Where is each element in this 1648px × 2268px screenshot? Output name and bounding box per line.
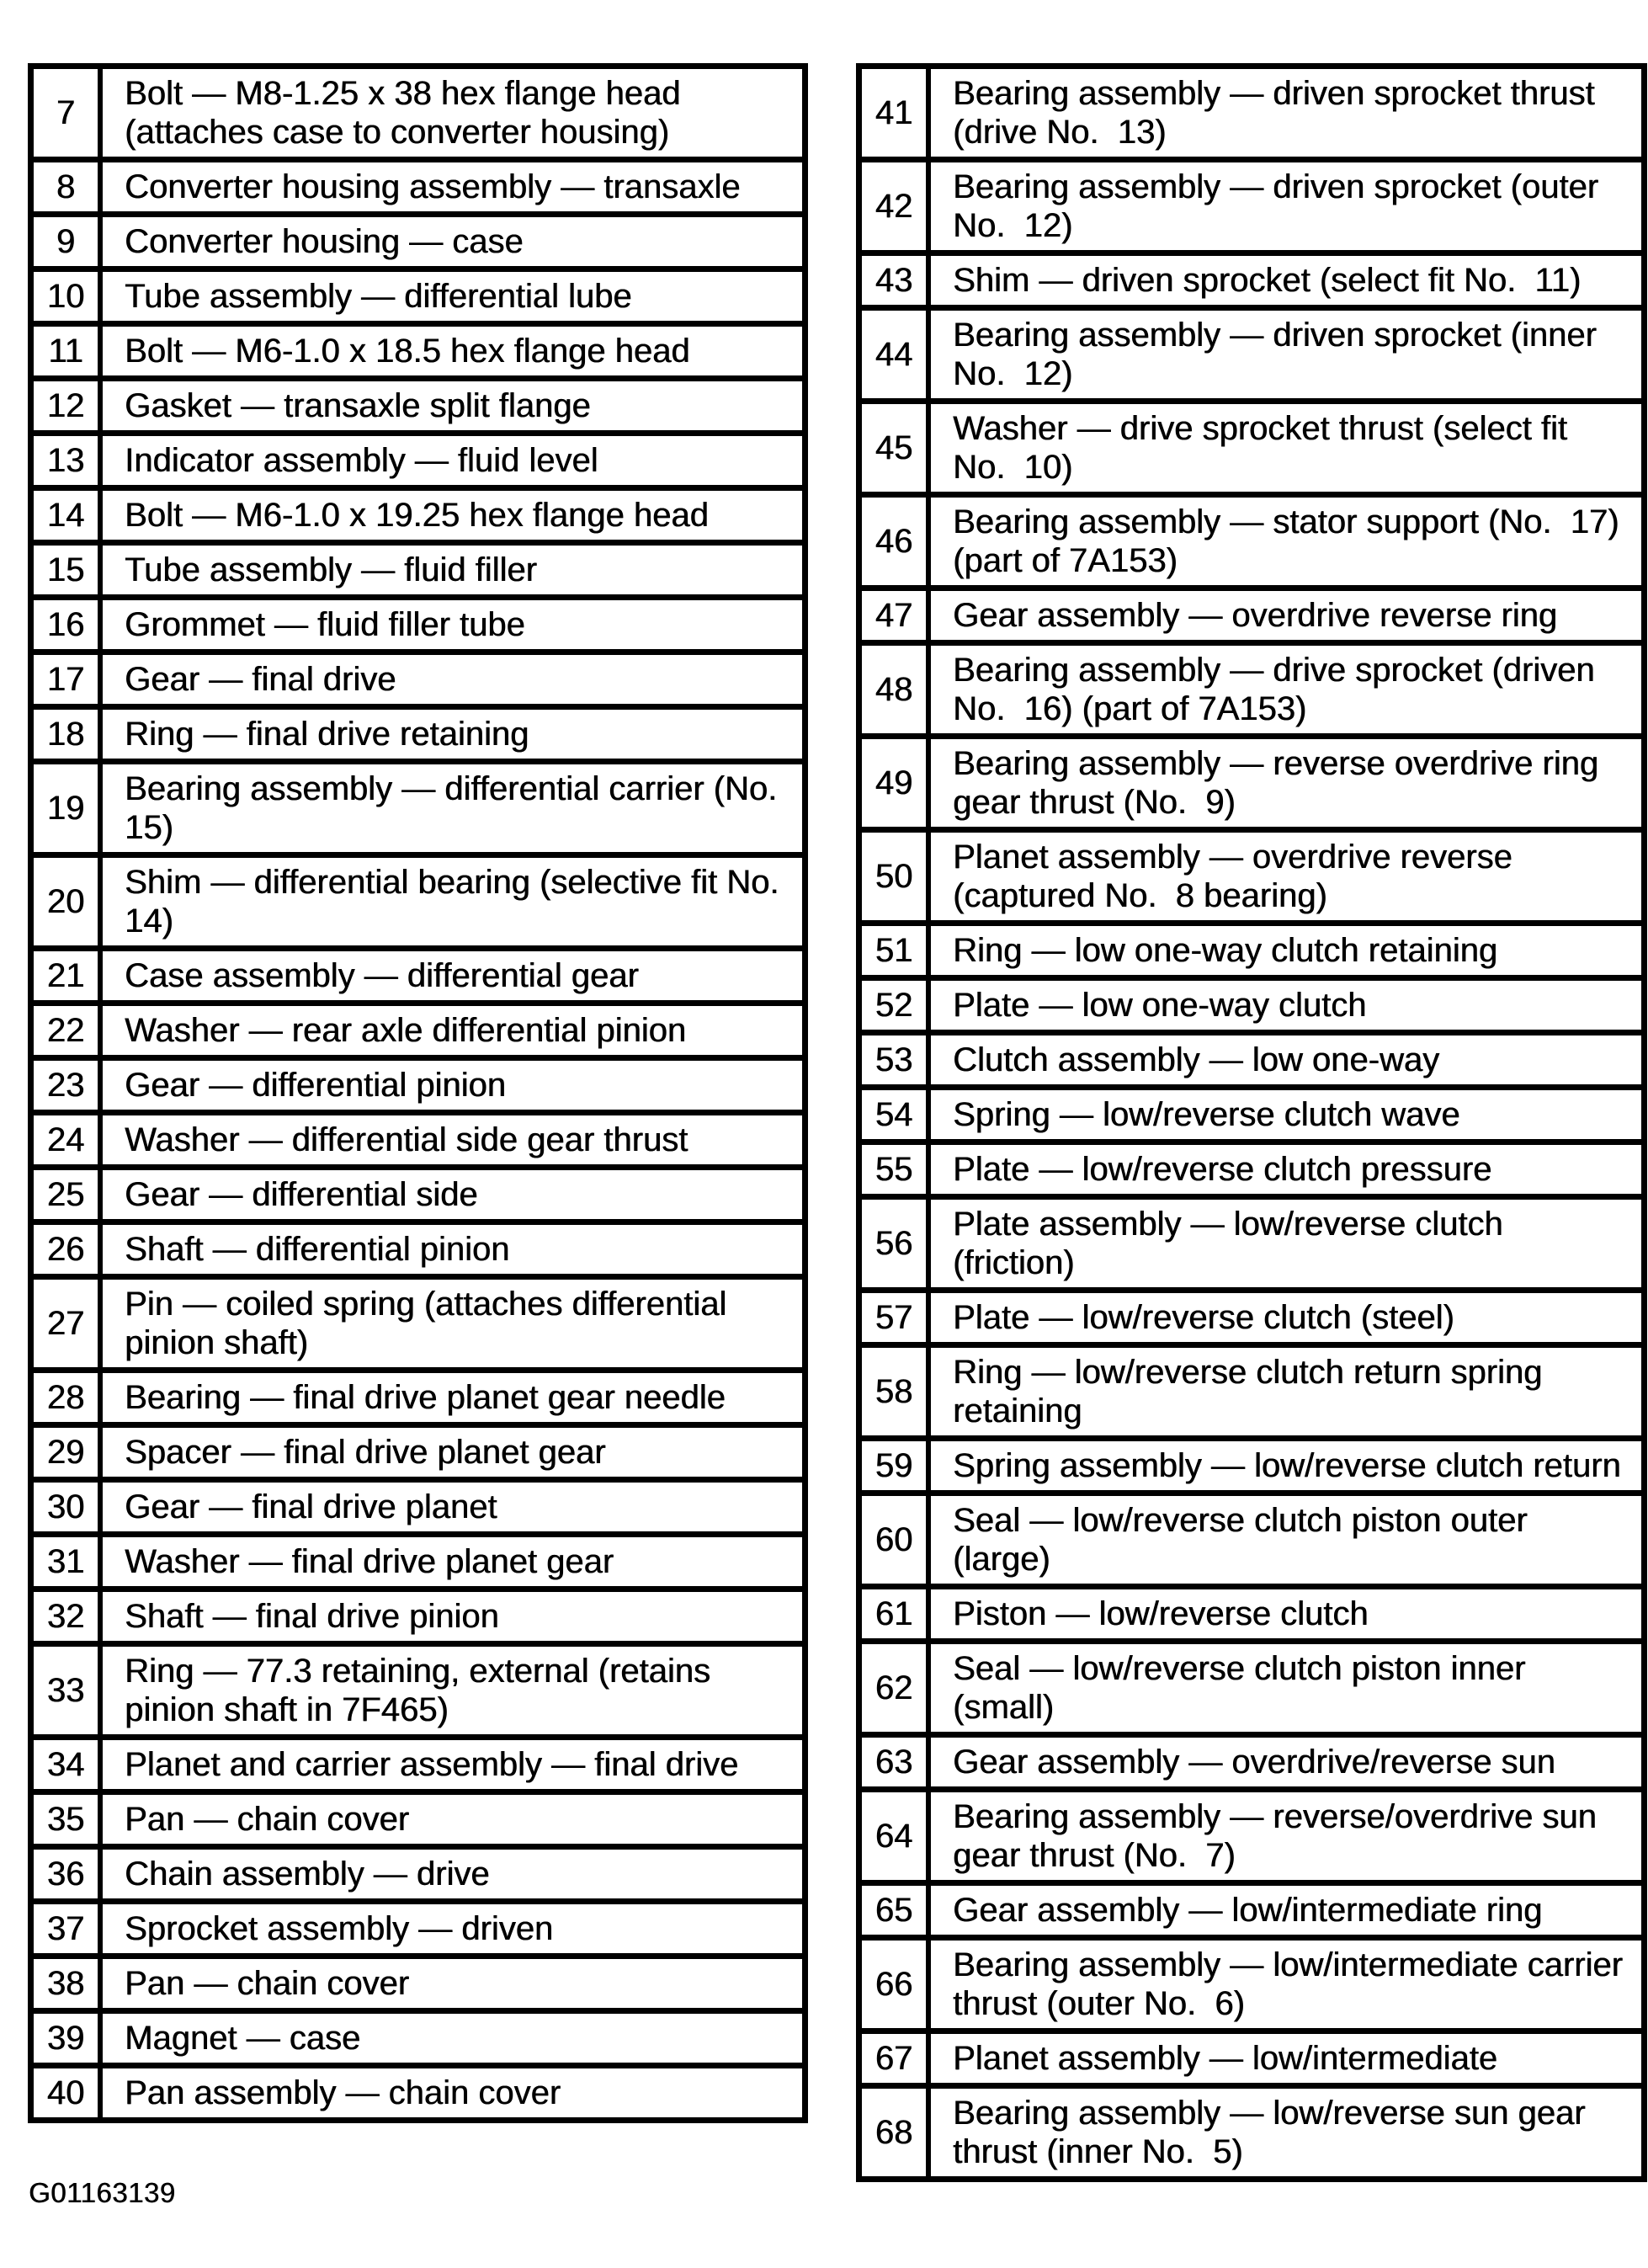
table-row bbox=[34, 852, 802, 945]
table-row bbox=[34, 1055, 802, 1110]
item-number: 10 bbox=[34, 272, 103, 321]
item-description: Spacer — final drive planet gear bbox=[125, 1434, 606, 1471]
item-description: Chain assembly — drive bbox=[125, 1855, 490, 1893]
table-row bbox=[862, 1490, 1641, 1584]
item-description: Bearing assembly — drive sprocket (driven No. 16) (part of 7A153) bbox=[953, 652, 1604, 727]
item-description: Plate assembly — low/reverse clutch (friction) bbox=[953, 1206, 1512, 1281]
table-row bbox=[34, 211, 802, 266]
table-row bbox=[34, 1531, 802, 1586]
table-row bbox=[862, 1732, 1641, 1786]
item-number: 44 bbox=[862, 311, 931, 398]
table-row bbox=[862, 827, 1641, 920]
item-description: Ring — 77.3 retaining, external (retains pinion shaft in 7F465) bbox=[125, 1653, 720, 1728]
item-description: Pin — coiled spring (attaches differential pinion shaft) bbox=[125, 1286, 736, 1361]
item-description: Shim — differential bearing (selective fit No. 14) bbox=[125, 864, 798, 940]
item-description: Seal — low/reverse clutch piston inner (small) bbox=[953, 1650, 1535, 1726]
table-row bbox=[34, 1734, 802, 1789]
item-description: Pan assembly — chain cover bbox=[125, 2074, 561, 2111]
item-number: 51 bbox=[862, 926, 931, 975]
item-description: Spring assembly — low/reverse clutch return bbox=[953, 1447, 1621, 1484]
table-row bbox=[34, 1953, 802, 2008]
item-number: 12 bbox=[34, 381, 103, 430]
item-number: 60 bbox=[862, 1496, 931, 1584]
table-row bbox=[862, 2083, 1641, 2176]
table-row bbox=[34, 704, 802, 759]
item-number: 39 bbox=[34, 2014, 103, 2063]
item-number: 22 bbox=[34, 1006, 103, 1055]
item-description: Shim — driven sprocket (select fit No. 11) bbox=[953, 262, 1582, 299]
item-description: Plate — low/reverse clutch pressure bbox=[953, 1151, 1492, 1188]
item-description: Ring — low/reverse clutch return spring retaining bbox=[953, 1354, 1552, 1429]
table-row bbox=[34, 2008, 802, 2063]
item-number: 32 bbox=[34, 1592, 103, 1641]
item-number: 53 bbox=[862, 1036, 931, 1084]
table-row bbox=[34, 1641, 802, 1734]
item-description: Gear assembly — low/intermediate ring bbox=[953, 1892, 1543, 1929]
item-description: Planet assembly — overdrive reverse (captured No. 8 bearing) bbox=[953, 839, 1522, 914]
table-row bbox=[862, 305, 1641, 398]
item-number: 33 bbox=[34, 1647, 103, 1734]
table-row bbox=[34, 69, 802, 157]
item-number: 54 bbox=[862, 1090, 931, 1139]
table-row bbox=[862, 1342, 1641, 1435]
item-description: Bearing assembly — driven sprocket (outer No. 12) bbox=[953, 168, 1608, 244]
table-row bbox=[862, 1194, 1641, 1287]
item-number: 36 bbox=[34, 1850, 103, 1898]
table-row bbox=[34, 759, 802, 852]
parts-table-items-7-40 bbox=[28, 63, 808, 2123]
item-description: Ring — final drive retaining bbox=[125, 716, 529, 753]
table-row bbox=[34, 157, 802, 211]
item-number: 46 bbox=[862, 498, 931, 585]
table-row bbox=[34, 266, 802, 321]
table-row bbox=[34, 1000, 802, 1055]
table-row bbox=[862, 2028, 1641, 2083]
item-number: 66 bbox=[862, 1941, 931, 2028]
item-number: 52 bbox=[862, 981, 931, 1030]
table-row bbox=[34, 649, 802, 704]
item-number: 8 bbox=[34, 162, 103, 211]
item-number: 48 bbox=[862, 646, 931, 733]
item-description: Washer — drive sprocket thrust (select fit No. 10) bbox=[953, 410, 1576, 486]
item-description: Converter housing — case bbox=[125, 223, 524, 260]
item-description: Washer — differential side gear thrust bbox=[125, 1121, 688, 1158]
item-number: 25 bbox=[34, 1170, 103, 1219]
item-description: Spring — low/reverse clutch wave bbox=[953, 1096, 1460, 1133]
item-number: 67 bbox=[862, 2034, 931, 2083]
item-number: 27 bbox=[34, 1280, 103, 1367]
item-number: 30 bbox=[34, 1483, 103, 1531]
item-description: Shaft — final drive pinion bbox=[125, 1598, 499, 1635]
item-description: Washer — rear axle differential pinion bbox=[125, 1012, 686, 1049]
item-number: 28 bbox=[34, 1373, 103, 1422]
item-description: Indicator assembly — fluid level bbox=[125, 442, 598, 479]
item-description: Tube assembly — fluid filler bbox=[125, 551, 537, 588]
item-description: Grommet — fluid filler tube bbox=[125, 606, 525, 643]
item-description: Magnet — case bbox=[125, 2020, 361, 2057]
item-number: 17 bbox=[34, 655, 103, 704]
table-row bbox=[862, 640, 1641, 733]
item-number: 68 bbox=[862, 2089, 931, 2176]
item-description: Planet assembly — low/intermediate bbox=[953, 2040, 1497, 2077]
item-description: Clutch assembly — low one-way bbox=[953, 1041, 1439, 1078]
item-description: Piston — low/reverse clutch bbox=[953, 1595, 1369, 1632]
item-description: Gear — final drive bbox=[125, 661, 396, 698]
table-row bbox=[862, 398, 1641, 492]
item-number: 63 bbox=[862, 1738, 931, 1786]
item-number: 45 bbox=[862, 404, 931, 492]
table-row bbox=[34, 1422, 802, 1477]
table-row bbox=[34, 1898, 802, 1953]
item-description: Seal — low/reverse clutch piston outer (large) bbox=[953, 1502, 1537, 1578]
item-number: 15 bbox=[34, 546, 103, 594]
item-description: Gear — differential side bbox=[125, 1176, 478, 1213]
table-row bbox=[34, 321, 802, 375]
item-description: Plate — low one-way clutch bbox=[953, 987, 1367, 1024]
table-row bbox=[862, 1139, 1641, 1194]
item-description: Pan — chain cover bbox=[125, 1965, 409, 2002]
table-row bbox=[34, 540, 802, 594]
item-description: Gear — final drive planet bbox=[125, 1488, 497, 1525]
item-number: 62 bbox=[862, 1644, 931, 1732]
item-description: Washer — final drive planet gear bbox=[125, 1543, 614, 1580]
item-number: 24 bbox=[34, 1115, 103, 1164]
item-number: 7 bbox=[34, 69, 103, 157]
table-row bbox=[862, 1030, 1641, 1084]
item-description: Shaft — differential pinion bbox=[125, 1231, 510, 1268]
item-description: Bearing assembly — low/intermediate carrier thrust (outer No. 6) bbox=[953, 1946, 1632, 2022]
item-number: 19 bbox=[34, 764, 103, 852]
table-row bbox=[34, 594, 802, 649]
item-number: 55 bbox=[862, 1145, 931, 1194]
item-description: Bolt — M8-1.25 x 38 hex flange head (attaches case to converter housing) bbox=[125, 75, 690, 151]
item-number: 38 bbox=[34, 1959, 103, 2008]
item-number: 64 bbox=[862, 1792, 931, 1880]
item-number: 57 bbox=[862, 1293, 931, 1342]
table-row bbox=[862, 492, 1641, 585]
item-number: 14 bbox=[34, 491, 103, 540]
table-row bbox=[862, 157, 1641, 250]
item-number: 29 bbox=[34, 1428, 103, 1477]
table-row bbox=[34, 1367, 802, 1422]
table-row bbox=[34, 1219, 802, 1274]
item-number: 58 bbox=[862, 1348, 931, 1435]
table-row bbox=[862, 975, 1641, 1030]
table-row bbox=[34, 430, 802, 485]
item-description: Bearing assembly — driven sprocket thrust (drive No. 13) bbox=[953, 75, 1604, 151]
table-row bbox=[34, 1477, 802, 1531]
table-row bbox=[34, 485, 802, 540]
table-row bbox=[862, 1287, 1641, 1342]
item-number: 9 bbox=[34, 217, 103, 266]
item-number: 13 bbox=[34, 436, 103, 485]
item-description: Pan — chain cover bbox=[125, 1801, 409, 1838]
item-number: 47 bbox=[862, 591, 931, 640]
table-row bbox=[862, 1435, 1641, 1490]
parts-table-items-41-68 bbox=[856, 63, 1647, 2182]
table-row bbox=[862, 920, 1641, 975]
table-row bbox=[34, 1110, 802, 1164]
item-number: 20 bbox=[34, 858, 103, 945]
table-row bbox=[862, 69, 1641, 157]
table-row bbox=[34, 1586, 802, 1641]
item-description: Bearing assembly — reverse/overdrive sun gear thrust (No. 7) bbox=[953, 1798, 1606, 1874]
item-description: Tube assembly — differential lube bbox=[125, 278, 632, 315]
item-number: 18 bbox=[34, 710, 103, 759]
table-row bbox=[862, 1880, 1641, 1935]
item-number: 11 bbox=[34, 327, 103, 375]
item-number: 34 bbox=[34, 1740, 103, 1789]
item-description: Sprocket assembly — driven bbox=[125, 1910, 554, 1947]
table-row bbox=[34, 2063, 802, 2117]
item-number: 56 bbox=[862, 1200, 931, 1287]
item-number: 26 bbox=[34, 1225, 103, 1274]
item-description: Gear assembly — overdrive reverse ring bbox=[953, 597, 1558, 634]
item-number: 16 bbox=[34, 600, 103, 649]
item-number: 49 bbox=[862, 739, 931, 827]
item-number: 50 bbox=[862, 833, 931, 920]
item-description: Bearing assembly — driven sprocket (inner No. 12) bbox=[953, 317, 1606, 392]
item-description: Bearing assembly — low/reverse sun gear thrust (inner No. 5) bbox=[953, 2095, 1595, 2170]
item-description: Plate — low/reverse clutch (steel) bbox=[953, 1299, 1454, 1336]
table-row bbox=[34, 1164, 802, 1219]
table-row bbox=[34, 1274, 802, 1367]
item-description: Bolt — M6-1.0 x 18.5 hex flange head bbox=[125, 333, 690, 370]
item-description: Case assembly — differential gear bbox=[125, 957, 639, 994]
item-description: Gear — differential pinion bbox=[125, 1067, 506, 1104]
item-number: 37 bbox=[34, 1904, 103, 1953]
item-number: 41 bbox=[862, 69, 931, 157]
item-description: Bearing — final drive planet gear needle bbox=[125, 1379, 726, 1416]
table-row bbox=[862, 250, 1641, 305]
item-number: 42 bbox=[862, 162, 931, 250]
item-number: 31 bbox=[34, 1537, 103, 1586]
table-row bbox=[862, 1584, 1641, 1638]
item-number: 21 bbox=[34, 951, 103, 1000]
item-number: 61 bbox=[862, 1589, 931, 1638]
table-row bbox=[862, 1084, 1641, 1139]
item-description: Bearing assembly — differential carrier (No. 15) bbox=[125, 770, 796, 846]
item-description: Gasket — transaxle split flange bbox=[125, 387, 591, 424]
table-row bbox=[34, 1844, 802, 1898]
item-description: Gear assembly — overdrive/reverse sun bbox=[953, 1744, 1555, 1781]
table-row bbox=[862, 1786, 1641, 1880]
item-description: Planet and carrier assembly — final drive bbox=[125, 1746, 739, 1783]
table-row bbox=[34, 375, 802, 430]
item-number: 65 bbox=[862, 1886, 931, 1935]
table-row bbox=[34, 945, 802, 1000]
item-number: 35 bbox=[34, 1795, 103, 1844]
item-description: Converter housing assembly — transaxle bbox=[125, 168, 741, 205]
item-number: 59 bbox=[862, 1441, 931, 1490]
item-description: Bearing assembly — stator support (No. 17) (part of 7A153) bbox=[953, 503, 1629, 579]
table-row bbox=[862, 585, 1641, 640]
table-row bbox=[34, 1789, 802, 1844]
table-row bbox=[862, 1935, 1641, 2028]
item-number: 40 bbox=[34, 2068, 103, 2117]
table-row bbox=[862, 1638, 1641, 1732]
table-row bbox=[862, 733, 1641, 827]
item-number: 43 bbox=[862, 256, 931, 305]
figure-id-label: G01163139 bbox=[29, 2177, 176, 2208]
item-description: Ring — low one-way clutch retaining bbox=[953, 932, 1497, 969]
item-description: Bolt — M6-1.0 x 19.25 hex flange head bbox=[125, 497, 709, 534]
item-number: 23 bbox=[34, 1061, 103, 1110]
item-description: Bearing assembly — reverse overdrive ring gear thrust (No. 9) bbox=[953, 745, 1608, 821]
